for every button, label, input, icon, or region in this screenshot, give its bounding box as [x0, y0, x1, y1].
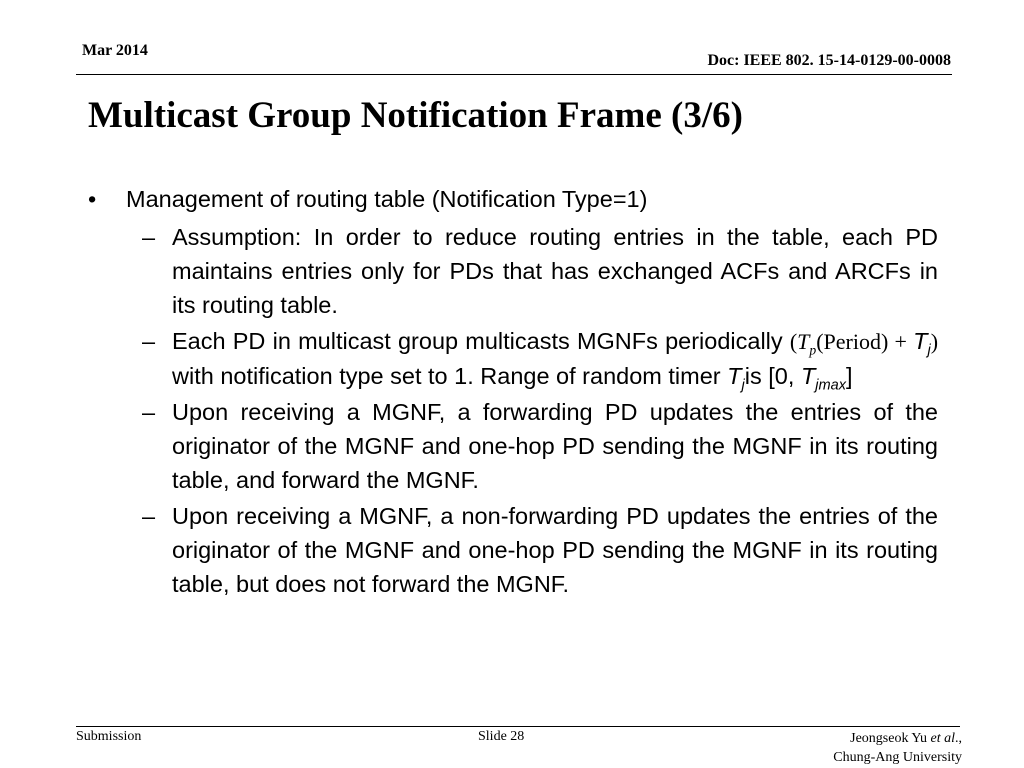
period-word: (Period) +	[816, 329, 914, 354]
tj2-subscript: j	[741, 377, 745, 394]
author-name: Jeongseok Yu	[850, 731, 931, 746]
subbullet-non-forwarding	[88, 499, 938, 601]
footer-slide-number: Slide 28	[478, 729, 525, 744]
subbullet-forwarding	[88, 395, 938, 497]
dash-mark: –	[142, 399, 156, 425]
footer-author	[833, 729, 962, 748]
range-text: is [0,	[744, 363, 801, 389]
tp-subscript: p	[809, 342, 817, 358]
periodic-mid: with notification type set to 1. Range of random timer	[172, 363, 728, 389]
bullet-mark: •	[88, 186, 97, 212]
subbullet-text: Upon receiving a MGNF, a forwarding PD updates the entries of the originator of the MGNF and one-hop PD sending the MGNF in its routing table, and forward the MGNF.	[172, 399, 938, 493]
periodic-intro: Each PD in multicast group multicasts MGNFs periodically	[172, 328, 783, 354]
header-date: Mar 2014	[82, 42, 148, 59]
period-formula	[789, 329, 914, 358]
dash-mark: –	[142, 328, 156, 354]
subbullet-text: Upon receiving a MGNF, a non-forwarding PD updates the entries of the originator of the MGNF and one-hop PD sending the MGNF in its routing table, but does not forward the MGNF.	[172, 503, 938, 597]
footer-submission: Submission	[76, 729, 142, 744]
tp-symbol: T	[797, 329, 810, 354]
close-paren: )	[930, 329, 939, 354]
slide-title: Multicast Group Notification Frame (3/6)	[88, 95, 743, 136]
header-doc-id: Doc: IEEE 802. 15-14-0129-00-0008	[707, 52, 951, 69]
bullet-text: Management of routing table (Notification Type=1)	[126, 186, 648, 212]
footer-rule	[76, 726, 960, 727]
tj-subscript: j	[927, 342, 931, 359]
dash-mark: –	[142, 224, 156, 250]
bullet-routing-table	[88, 182, 938, 216]
tjmax-subscript: jmax	[815, 377, 847, 394]
author-end: .,	[955, 731, 962, 746]
author-etal: et al	[930, 731, 955, 746]
dash-mark: –	[142, 503, 156, 529]
tjmax-symbol: T	[800, 363, 816, 389]
range-end: ]	[846, 363, 853, 389]
footer-affiliation: Chung-Ang University	[833, 750, 962, 765]
subbullet-assumption	[88, 220, 938, 322]
tj-symbol: T	[913, 328, 928, 354]
slide-body	[88, 182, 938, 603]
subbullet-text: Assumption: In order to reduce routing entries in the table, each PD maintains entries only for PDs that has exchanged ACFs and ARCFs in its routing table.	[172, 224, 938, 318]
open-paren: (	[789, 329, 798, 354]
tj2-symbol: T	[727, 363, 742, 389]
footer-author-block	[833, 729, 962, 767]
header-rule	[76, 74, 952, 75]
subbullet-periodic	[88, 324, 938, 393]
